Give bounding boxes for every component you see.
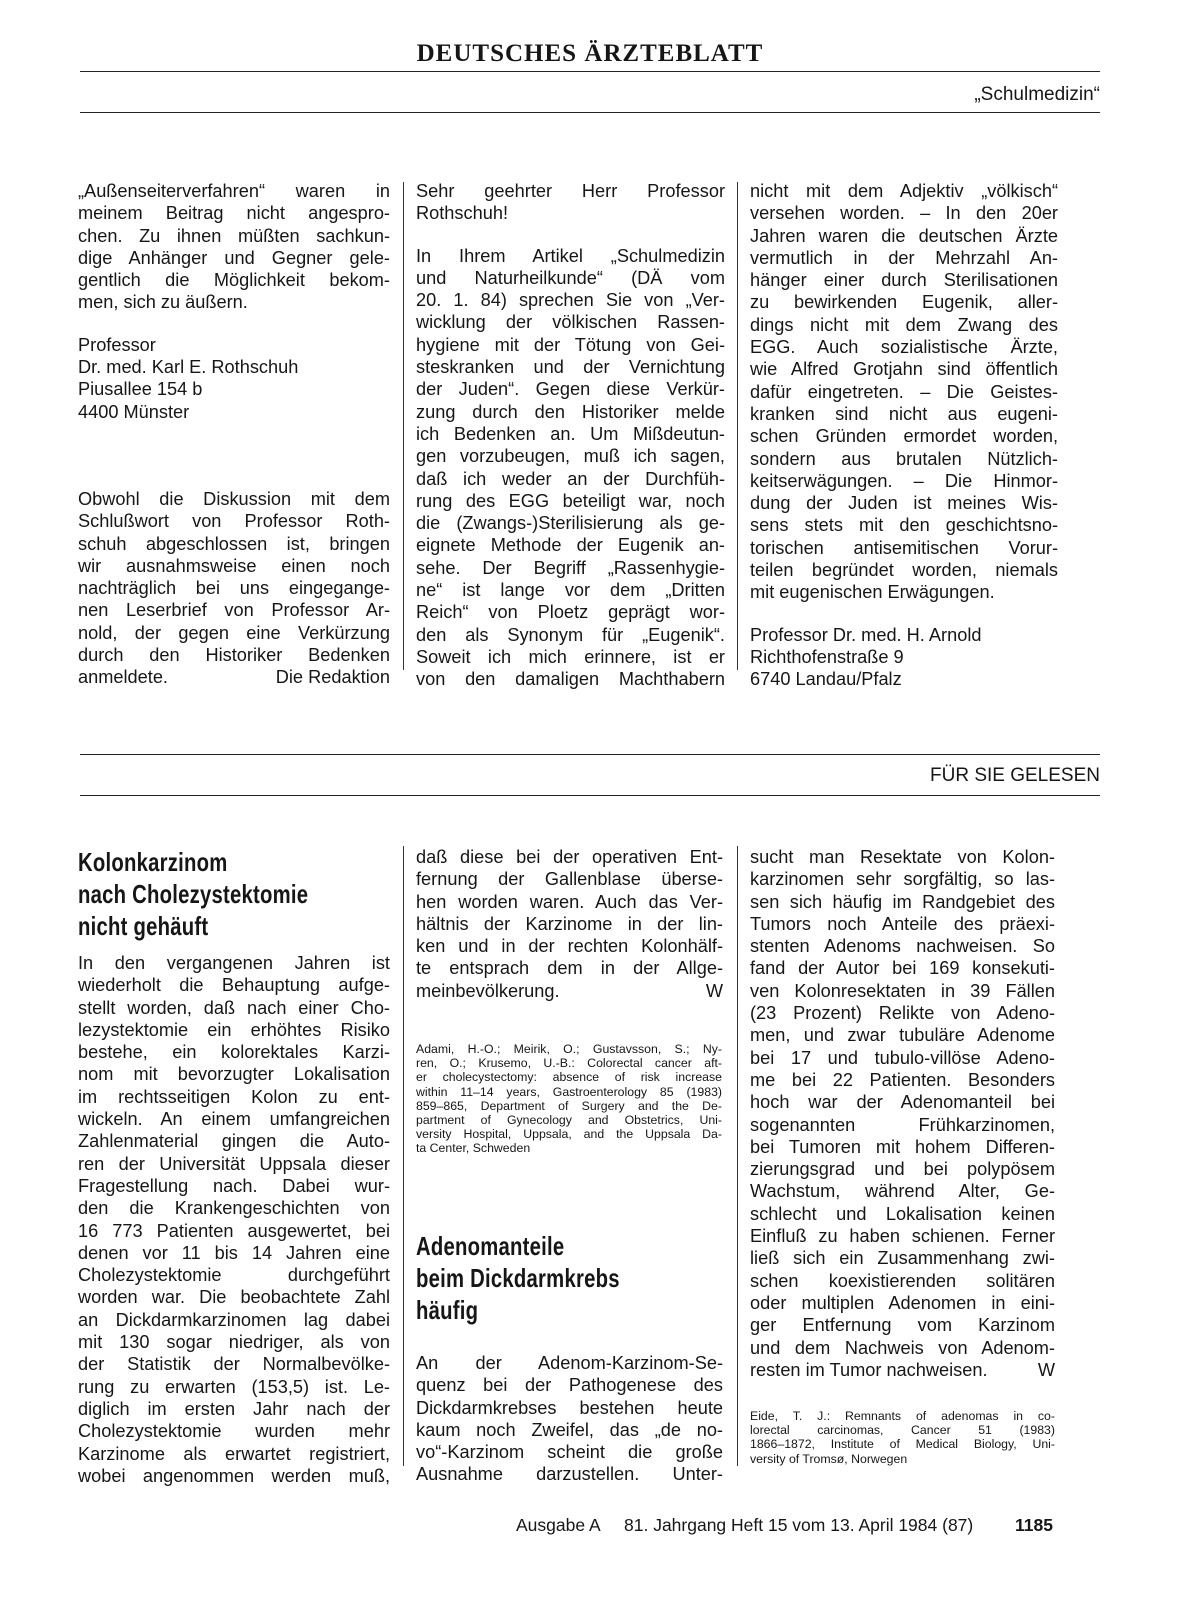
- body-line: an Dickdarmkarzinomen lag dabei: [78, 1309, 390, 1330]
- body-line: ger Entfernung vom Karzinom: [750, 1315, 1055, 1336]
- body-line: schuh abgeschlossen ist, bringen: [78, 533, 390, 554]
- body-line: Cholezystektomie wurden mehr: [78, 1421, 390, 1442]
- body-line: karzinomen sehr sorgfältig, so las-: [750, 869, 1055, 890]
- body-line: kranken sind nicht aus eugeni-: [750, 403, 1058, 424]
- letter-arnold-text-2: [750, 180, 1058, 604]
- article-kolonkarzinom-reference: [416, 1042, 722, 1156]
- body-line: den als Synonym für „Eugenik“.: [416, 624, 725, 645]
- body-line: 16 773 Patienten ausgewertet, bei: [78, 1220, 390, 1241]
- body-line: und Naturheilkunde“ (DÄ vom: [416, 267, 725, 288]
- body-line: ren der Universität Uppsala dieser: [78, 1153, 390, 1174]
- body-line: rung zu erwarten (153,5) ist. Le-: [78, 1376, 390, 1397]
- body-line: nachträglich bei uns eingegange-: [78, 578, 390, 599]
- article-adenom-heading: [416, 1230, 673, 1326]
- body-line: sehe. Der Begriff „Rassenhygie-: [416, 557, 725, 578]
- body-line: Zahlenmaterial gingen die Auto-: [78, 1131, 390, 1152]
- body-line: eignete Methode der Eugenik an-: [416, 535, 725, 556]
- body-line: schen koexistierenden solitären: [750, 1270, 1055, 1291]
- editorial-note-last-text: anmeldete.: [78, 667, 168, 688]
- body-line: dige Anhänger und Gegner gele-: [78, 247, 390, 268]
- body-line: (23 Prozent) Relikte von Adeno-: [750, 1003, 1055, 1024]
- body-line: hygiene mit der Tötung von Gei-: [416, 334, 725, 355]
- reference-line: 859–865, Department of Surgery and the De-: [416, 1098, 722, 1113]
- letter-arnold-column-1: [416, 180, 725, 691]
- body-line: stellt worden, daß nach einer Cho-: [78, 997, 390, 1018]
- heading-line: Adenomanteile: [416, 1231, 565, 1261]
- section-rubric-gelesen: FÜR SIE GELESEN: [930, 765, 1100, 786]
- body-line: diglich im ersten Jahr nach der: [78, 1398, 390, 1419]
- body-line: Obwohl die Diskussion mit dem: [78, 488, 390, 509]
- column-divider: [403, 182, 404, 670]
- body-line: denen vor 11 bis 14 Jahren eine: [78, 1242, 390, 1263]
- article-adenom-last-line: [750, 1359, 1055, 1381]
- body-line: schen Gründen ermordet worden,: [750, 426, 1058, 447]
- header-rule-top: [80, 71, 1100, 72]
- heading-line: häufig: [416, 1295, 479, 1325]
- signature-line: 6740 Landau/Pfalz: [750, 669, 902, 690]
- reference-line: Adami, H.-O.; Meirik, O.; Gustavsson, S.; Ny-: [416, 1042, 722, 1056]
- body-line: keitserwägungen. – Die Hinmor-: [750, 470, 1058, 491]
- body-line: In Ihrem Artikel „Schulmedizin: [416, 245, 725, 266]
- body-line: sens stets mit den geschichtsno-: [750, 515, 1058, 536]
- body-line: Wachstum, während Alter, Ge-: [750, 1181, 1055, 1202]
- body-line: rung des EGG beteiligt war, noch: [416, 490, 725, 511]
- body-line: ne“ ist lange vor dem „Dritten: [416, 580, 725, 601]
- body-line: sogenannten Frühkarzinomen,: [750, 1114, 1055, 1135]
- letter-arnold-column-2: [750, 180, 1058, 691]
- body-line: wiederholt die Behauptung aufge-: [78, 975, 390, 996]
- salutation-line: Rothschuh!: [416, 203, 509, 224]
- body-line: die (Zwangs-)Sterilisierung als ge-: [416, 513, 725, 534]
- section-rubric: „Schulmedizin“: [974, 84, 1100, 105]
- body-line: EGG. Auch sozialistische Ärzte,: [750, 337, 1058, 358]
- body-line: dings nicht mit dem Zwang des: [750, 314, 1058, 335]
- body-line: Tumors noch Anteile des präexi-: [750, 913, 1055, 934]
- article-kolonkarzinom-last-line: [416, 980, 723, 1002]
- body-line: ken und in der rechten Kolonhälf-: [416, 936, 723, 957]
- editorial-note: [78, 488, 390, 666]
- editorial-note-last-line: [78, 666, 390, 688]
- reference-line: versity Hospital, Uppsala, and the Uppsala Da-: [416, 1127, 722, 1142]
- signature-line: Dr. med. Karl E. Rothschuh: [78, 357, 299, 378]
- letter-rothschuh-text: [78, 180, 390, 314]
- body-line: Fragestellung nach. Dabei wur-: [78, 1175, 390, 1196]
- body-line: sondern aus brutalen Nützlich-: [750, 448, 1058, 469]
- reference-line: versity of Tromsø, Norwegen: [750, 1451, 908, 1466]
- article-adenom-column-2: [750, 846, 1055, 1381]
- body-line: im rechtsseitigen Kolon zu ent-: [78, 1086, 390, 1107]
- body-line: zu bewirkenden Eugenik, aller-: [750, 292, 1058, 313]
- body-line: te entsprach dem in der Allge-: [416, 958, 723, 979]
- body-line: men, sich zu äußern.: [78, 292, 248, 313]
- body-line: Karzinome als erwartet registriert,: [78, 1443, 390, 1464]
- article-adenom-continuation: [750, 846, 1055, 1359]
- signature-line: Piusallee 154 b: [78, 379, 203, 400]
- footer-issue: 81. Jahrgang Heft 15 vom 13. April 1984 (87): [624, 1515, 974, 1535]
- body-line: bei 17 und tubulo-villöse Adeno-: [750, 1047, 1055, 1068]
- salutation-line: Sehr geehrter Herr Professor: [416, 181, 725, 201]
- article-adenom-last-text: resten im Tumor nachweisen.: [750, 1359, 988, 1380]
- body-line: men, und zwar tubuläre Adenome: [750, 1025, 1055, 1046]
- body-line: Reich“ von Ploetz geprägt wor-: [416, 602, 725, 623]
- body-line: fand der Autor bei 169 konsekuti-: [750, 958, 1055, 979]
- body-line: nold, der gegen eine Verkürzung: [78, 622, 390, 643]
- body-line: daß diese bei der operativen Ent-: [416, 847, 723, 867]
- reference-line: er cholecystectomy: absence of risk increase: [416, 1070, 722, 1085]
- body-line: vo“-Karzinom scheint die große: [416, 1442, 723, 1463]
- letter-arnold-signature: [750, 624, 1058, 691]
- body-line: oder multiplen Adenomen in eini-: [750, 1292, 1055, 1313]
- body-line: zierungsgrad und bei polypösem: [750, 1159, 1055, 1180]
- reference-line: 1866–1872, Institute of Medical Biology, Uni-: [750, 1437, 1055, 1452]
- body-line: Schlußwort von Professor Roth-: [78, 511, 390, 532]
- article-adenom-author: W: [1037, 1359, 1055, 1380]
- letter-arnold-text-1: [416, 245, 725, 691]
- body-line: „Außenseiterverfahren“ waren in: [78, 181, 390, 201]
- body-line: nicht mit dem Adjektiv „völkisch“: [750, 181, 1058, 201]
- letter-arnold-salutation: [416, 180, 725, 225]
- body-line: Cholezystektomie durchgeführt: [78, 1265, 390, 1286]
- body-line: Ausnahme darzustellen. Unter-: [416, 1464, 723, 1485]
- article-kolonkarzinom-heading: [78, 846, 335, 942]
- body-line: nen Leserbrief von Professor Ar-: [78, 600, 390, 621]
- body-line: ven Kolonresektaten in 39 Fällen: [750, 980, 1055, 1001]
- body-line: der Juden“. Gegen diese Verkür-: [416, 379, 725, 400]
- reference-line: within 11–14 years, Gastroenterology 85 (1983): [416, 1084, 722, 1099]
- body-line: me bei 22 Patienten. Besonders: [750, 1069, 1055, 1090]
- body-line: mit 130 sogar niedriger, als von: [78, 1332, 390, 1353]
- signature-line: 4400 Münster: [78, 401, 190, 422]
- body-line: daß ich weder an der Durchfüh-: [416, 468, 725, 489]
- body-line: gentlich die Möglichkeit bekom-: [78, 270, 390, 291]
- body-line: den die Krankengeschichten von: [78, 1198, 390, 1219]
- body-line: worden war. Die beobachtete Zahl: [78, 1287, 390, 1308]
- body-line: zung durch den Historiker melde: [416, 401, 725, 422]
- body-line: von den damaligen Machthabern: [416, 669, 725, 690]
- body-line: chen. Zu ihnen müßten sachkun-: [78, 225, 390, 246]
- body-line: 20. 1. 84) sprechen Sie von „Ver-: [416, 290, 725, 311]
- body-line: wir ausnahmsweise einen noch: [78, 555, 390, 576]
- heading-line: beim Dickdarmkrebs: [416, 1263, 620, 1293]
- body-line: wobei angenommen werden muß,: [78, 1465, 390, 1486]
- body-line: Einfluß zu haben schienen. Ferner: [750, 1226, 1055, 1247]
- heading-line: nicht gehäuft: [78, 911, 209, 941]
- body-line: fernung der Gallenblase überse-: [416, 869, 723, 890]
- column-divider: [737, 182, 738, 670]
- heading-line: nach Cholezystektomie: [78, 879, 309, 909]
- body-line: Soweit ich mich erinnere, ist er: [416, 646, 725, 667]
- signature-line: Professor Dr. med. H. Arnold: [750, 624, 982, 645]
- body-line: meinem Beitrag nicht angespro-: [78, 203, 390, 224]
- page-number: 1185: [1015, 1515, 1053, 1535]
- body-line: der Statistik der Normalbevölke-: [78, 1354, 390, 1375]
- body-line: nom mit bevorzugter Lokalisation: [78, 1064, 390, 1085]
- reference-line: partment of Gynecology and Obstetrics, Uni-: [416, 1113, 722, 1128]
- body-line: versehen worden. – In den 20er: [750, 203, 1058, 224]
- article-kolonkarzinom-continuation: [416, 846, 723, 980]
- body-line: hältnis der Karzinome in der lin-: [416, 913, 723, 934]
- reference-line: Eide, T. J.: Remnants of adenomas in co-: [750, 1409, 1055, 1423]
- body-line: sucht man Resektate von Kolon-: [750, 847, 1055, 867]
- body-line: hoch war der Adenomanteil bei: [750, 1092, 1055, 1113]
- body-line: Dickdarmkrebses bestehen heute: [416, 1397, 723, 1418]
- body-line: durch den Historiker Bedenken: [78, 645, 390, 666]
- article-kolonkarzinom-text: [78, 952, 390, 1487]
- section-rule-top: [80, 754, 1100, 755]
- column-divider: [737, 846, 738, 1466]
- body-line: ließ sich ein Zusammenhang zwi-: [750, 1248, 1055, 1269]
- signature-line: Richthofenstraße 9: [750, 646, 904, 667]
- body-line: An der Adenom-Karzinom-Se-: [416, 1353, 723, 1373]
- letter-rothschuh-column: [78, 180, 390, 689]
- body-line: sen sich häufig im Randgebiet des: [750, 891, 1055, 912]
- body-line: lezystektomie ein erhöhtes Risiko: [78, 1019, 390, 1040]
- body-line: dung der Juden ist meines Wis-: [750, 493, 1058, 514]
- body-line: In den vergangenen Jahren ist: [78, 953, 390, 973]
- body-line: stenten Adenoms nachweisen. So: [750, 936, 1055, 957]
- letter-rothschuh-signature: [78, 334, 390, 423]
- signature-line: Professor: [78, 334, 156, 355]
- body-line: bei Tumoren mit hohem Differen-: [750, 1136, 1055, 1157]
- body-line: bestehe, ein kolorektales Karzi-: [78, 1042, 390, 1063]
- article-kolonkarzinom-last-text: meinbevölkerung.: [416, 980, 560, 1001]
- body-line: Jahren waren die deutschen Ärzte: [750, 225, 1058, 246]
- reference-line: lorectal carcinomas, Cancer 51 (1983): [750, 1423, 1055, 1438]
- body-line: quenz bei der Pathogenese des: [416, 1375, 723, 1396]
- column-divider: [403, 846, 404, 1466]
- body-line: ich Bedenken an. Um Mißdeutun-: [416, 423, 725, 444]
- article-kolonkarzinom-author: W: [705, 980, 723, 1001]
- body-line: wie Alfred Grotjahn sind öffentlich: [750, 359, 1058, 380]
- body-line: kaum noch Zweifel, das „de no-: [416, 1419, 723, 1440]
- article-kolonkarzinom-column: [78, 846, 390, 1487]
- body-line: schlecht und Lokalisation keinen: [750, 1203, 1055, 1224]
- reference-line: ren, O.; Krusemo, U.-B.: Colorectal cancer aft-: [416, 1056, 722, 1071]
- body-line: hen worden waren. Auch das Ver-: [416, 891, 723, 912]
- heading-line: Kolonkarzinom: [78, 847, 228, 877]
- article-adenom-text: [416, 1352, 723, 1486]
- header-rule-bottom: [80, 112, 1100, 113]
- body-line: mit eugenischen Erwägungen.: [750, 582, 995, 603]
- body-line: wickeln. An einem umfangreichen: [78, 1109, 390, 1130]
- footer-edition: Ausgabe A: [516, 1515, 601, 1535]
- body-line: wicklung der völkischen Rassen-: [416, 312, 725, 333]
- body-line: und dem Nachweis von Adenom-: [750, 1337, 1055, 1358]
- body-line: hänger einer durch Sterilisationen: [750, 270, 1058, 291]
- article-adenom-reference: [750, 1409, 1055, 1466]
- reference-line: ta Center, Schweden: [416, 1141, 531, 1156]
- article-adenom-column-1: [416, 1230, 723, 1486]
- body-line: dafür eingetreten. – Die Geistes-: [750, 381, 1058, 402]
- article-middle-column: [416, 846, 723, 1002]
- body-line: teilen begründet worden, niemals: [750, 560, 1058, 581]
- body-line: steskranken und der Vernichtung: [416, 357, 725, 378]
- body-line: vermutlich in der Mehrzahl An-: [750, 247, 1058, 268]
- masthead: DEUTSCHES ÄRZTEBLATT: [416, 40, 764, 67]
- editorial-signature: Die Redaktion: [275, 667, 390, 688]
- section-rule-bottom: [80, 795, 1100, 796]
- body-line: gen vorzubeugen, muß ich sagen,: [416, 446, 725, 467]
- body-line: torischen antisemitischen Vorur-: [750, 537, 1058, 558]
